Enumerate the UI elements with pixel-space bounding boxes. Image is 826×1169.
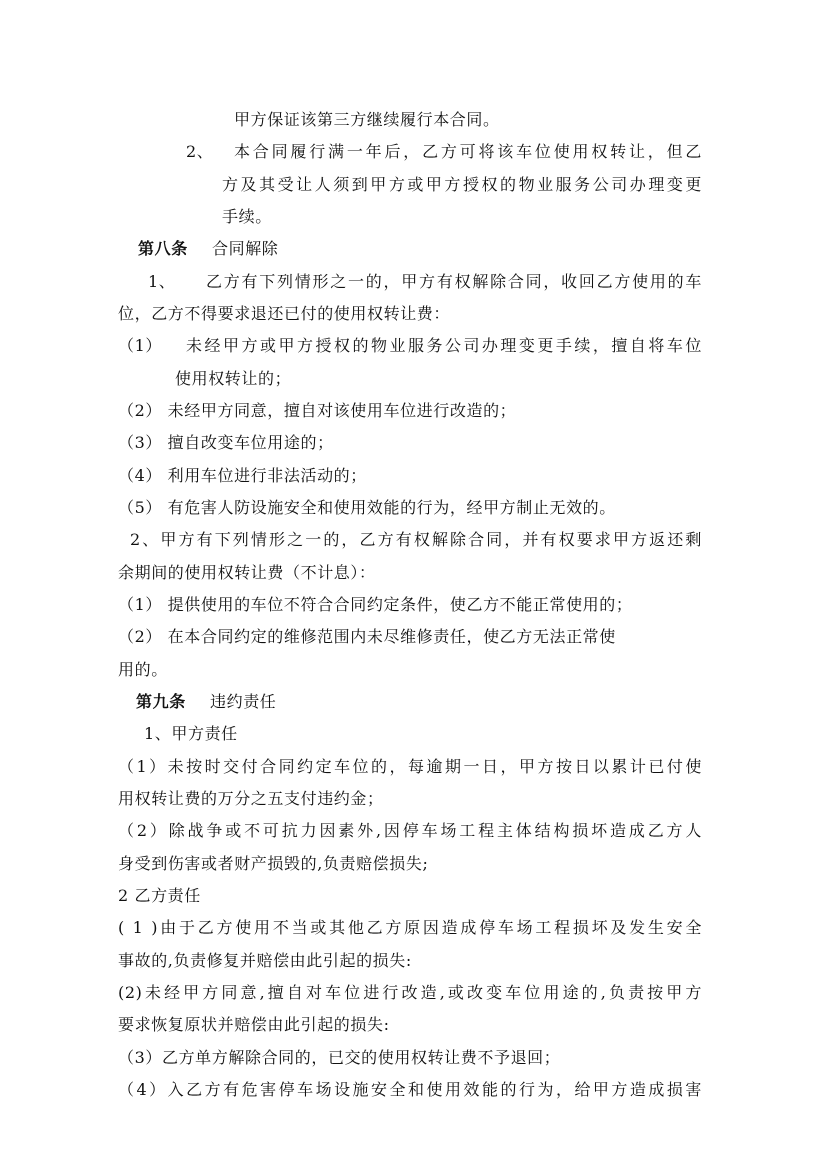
text-line: 余期间的使用权转让费（不计息）： (118, 563, 376, 582)
text-line: 位，乙方不得要求退还已付的使用权转让费： (118, 304, 451, 323)
text-line: （4）入乙方有危害停车场设施安全和使用效能的行为，给甲方造成损害 (118, 1080, 702, 1099)
text-line: 事故的,负责修复并赔偿由此引起的损失: (118, 951, 412, 970)
article-heading: 第九条 (136, 692, 186, 711)
text-line: （5） 有危害人防设施安全和使用效能的行为，经甲方制止无效的。 (118, 498, 616, 517)
item-number: 1、 (148, 272, 176, 291)
text-line: (2)未经甲方同意,擅自对车位进行改造,或改变车位用途的,负责按甲方 (118, 983, 702, 1002)
text-line: 手续。 (222, 207, 272, 226)
item-number: （1） (118, 336, 162, 355)
text-line: （2）除战争或不可抗力因素外,因停车场工程主体结构损坏造成乙方人 (118, 821, 702, 840)
article-title: 合同解除 (212, 239, 279, 258)
text-line: 身受到伤害或者财产损毁的,负责赔偿损失; (118, 854, 429, 873)
text-line: （3）乙方单方解除合同的，已交的使用权转让费不予退回； (118, 1048, 561, 1067)
text-line: 用权转让费的万分之五支付违约金； (118, 789, 384, 808)
text-line: （4） 利用车位进行非法活动的； (118, 466, 367, 485)
text-line: 要求恢复原状并赔偿由此引起的损失: (118, 1015, 390, 1034)
text-line: （1） 提供使用的车位不符合合同约定条件，使乙方不能正常使用的； (118, 595, 633, 614)
text-line: 方及其受让人须到甲方或甲方授权的物业服务公司办理变更 (222, 175, 702, 194)
text-line: 用的。 (118, 660, 168, 679)
text-line: （3） 擅自改变车位用途的； (118, 433, 334, 452)
article-title: 违约责任 (210, 692, 277, 711)
text-line: 乙方有下列情形之一的，甲方有权解除合同，收回乙方使用的车 (206, 272, 702, 291)
section-heading: 1、甲方责任 (144, 724, 238, 743)
text-line: 本合同履行满一年后，乙方可将该车位使用权转让，但乙 (234, 142, 702, 161)
text-line: 2、甲方有下列情形之一的，乙方有权解除合同，并有权要求甲方返还剩 (130, 530, 702, 549)
text-line: 使用权转让的； (175, 369, 292, 388)
article-heading: 第八条 (138, 239, 188, 258)
text-line: （2） 在本合同约定的维修范围内未尽维修责任，使乙方无法正常使 (118, 627, 616, 646)
text-line: 未经甲方或甲方授权的物业服务公司办理变更手续，擅自将车位 (186, 336, 702, 355)
text-line: （1）未按时交付合同约定车位的，每逾期一日，甲方按日以累计已付使 (118, 757, 702, 776)
section-heading: 2 乙方责任 (118, 886, 201, 905)
text-line: ( 1 )由于乙方使用不当或其他乙方原因造成停车场工程损坏及发生安全 (118, 918, 702, 937)
item-number: 2、 (186, 142, 214, 161)
text-line: （2） 未经甲方同意，擅自对该使用车位进行改造的； (118, 401, 517, 420)
text-line: 甲方保证该第三方继续履行本合同。 (234, 110, 500, 129)
